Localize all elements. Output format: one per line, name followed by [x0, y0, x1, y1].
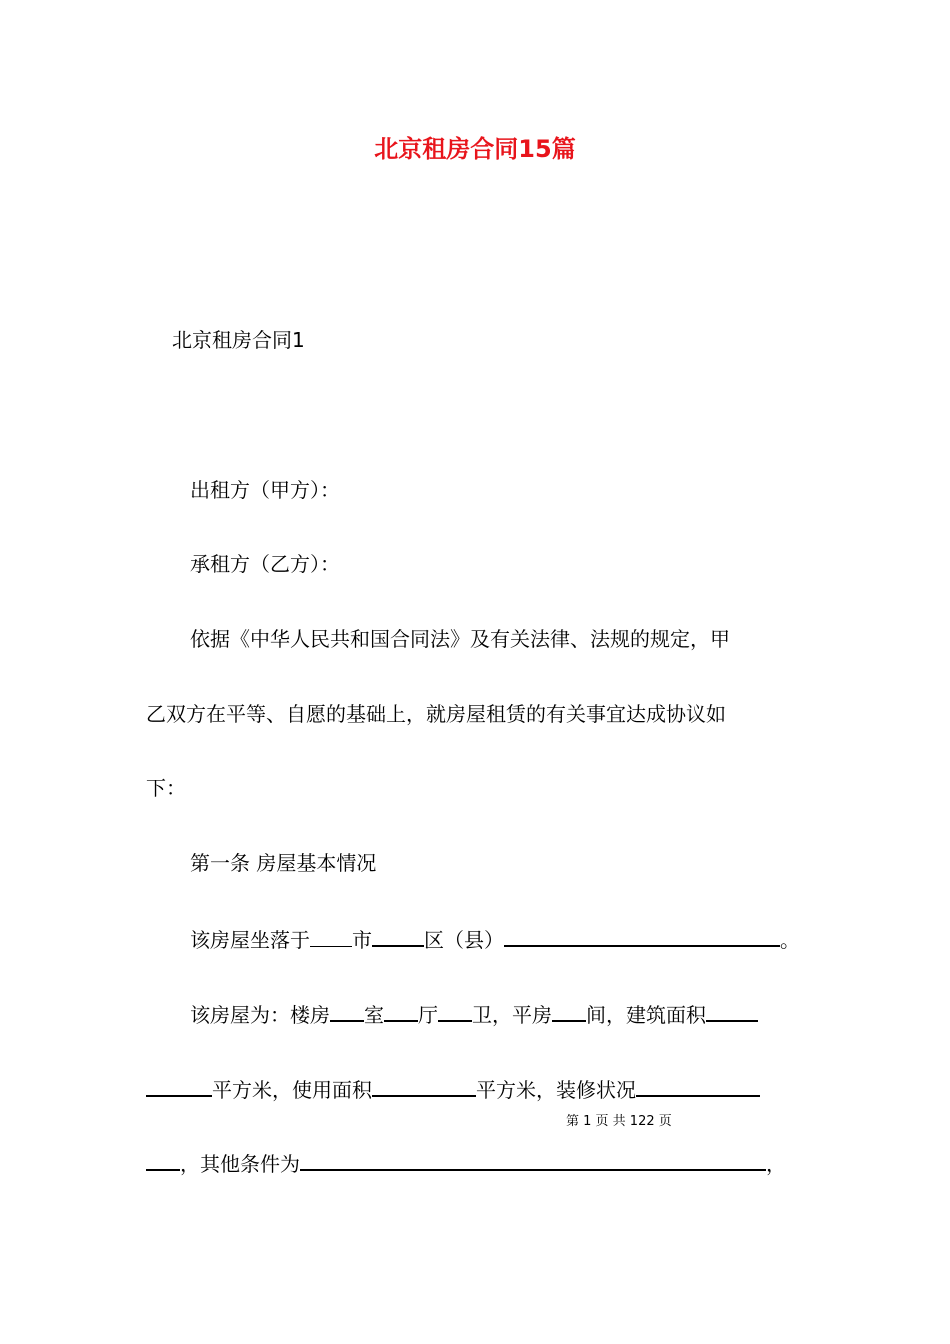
- house-line-1: [190, 1000, 758, 1027]
- preamble-line-3: 下：: [146, 776, 186, 800]
- section-heading: 北京租房合同1: [172, 328, 305, 352]
- room-blank: [330, 1000, 364, 1022]
- other-label: ，其他条件为: [180, 1152, 300, 1176]
- building-area-blank: [706, 1000, 758, 1022]
- decoration-blank-cont: [146, 1149, 180, 1171]
- preamble-line-1: 依据《中华人民共和国合同法》及有关法律、法规的规定，甲: [190, 627, 730, 651]
- page-footer: 第 1 页 共 122 页: [566, 1114, 672, 1129]
- hall-label: 厅: [418, 1003, 438, 1027]
- address-blank: [504, 925, 780, 947]
- preamble-line-2: 乙双方在平等、自愿的基础上，就房屋租赁的有关事宜达成协议如: [146, 702, 726, 726]
- room-label: 室: [364, 1003, 384, 1027]
- city-label: 市: [352, 928, 372, 952]
- decoration-label: 平方米，装修状况: [476, 1078, 636, 1102]
- bath-blank: [438, 1000, 472, 1022]
- location-prefix: 该房屋坐落于: [190, 928, 310, 952]
- lessee-label: 承租方（乙方）：: [190, 552, 340, 576]
- location-end: 。: [780, 928, 800, 952]
- house-line-2: [146, 1075, 760, 1102]
- hall-blank: [384, 1000, 418, 1022]
- usable-area-label: 平方米，使用面积: [212, 1078, 372, 1102]
- usable-area-blank: [372, 1075, 476, 1097]
- bath-label: 卫，平房: [472, 1003, 552, 1027]
- lessor-label: 出租方（甲方）：: [190, 478, 340, 502]
- jian-blank: [552, 1000, 586, 1022]
- other-conditions-blank: [300, 1149, 766, 1171]
- house-line-3: [146, 1149, 786, 1176]
- document-title: 北京租房合同15篇: [374, 135, 576, 163]
- building-area-blank-cont: [146, 1075, 212, 1097]
- area-label: 间，建筑面积: [586, 1003, 706, 1027]
- district-label: 区（县）: [424, 928, 504, 952]
- house-prefix: 该房屋为：楼房: [190, 1003, 330, 1027]
- location-line: [190, 925, 800, 952]
- article-1-heading: 第一条 房屋基本情况: [190, 851, 377, 875]
- house-end: ，: [766, 1152, 786, 1176]
- decoration-blank: [636, 1075, 760, 1097]
- city-blank: [310, 926, 352, 947]
- district-blank: [372, 925, 424, 947]
